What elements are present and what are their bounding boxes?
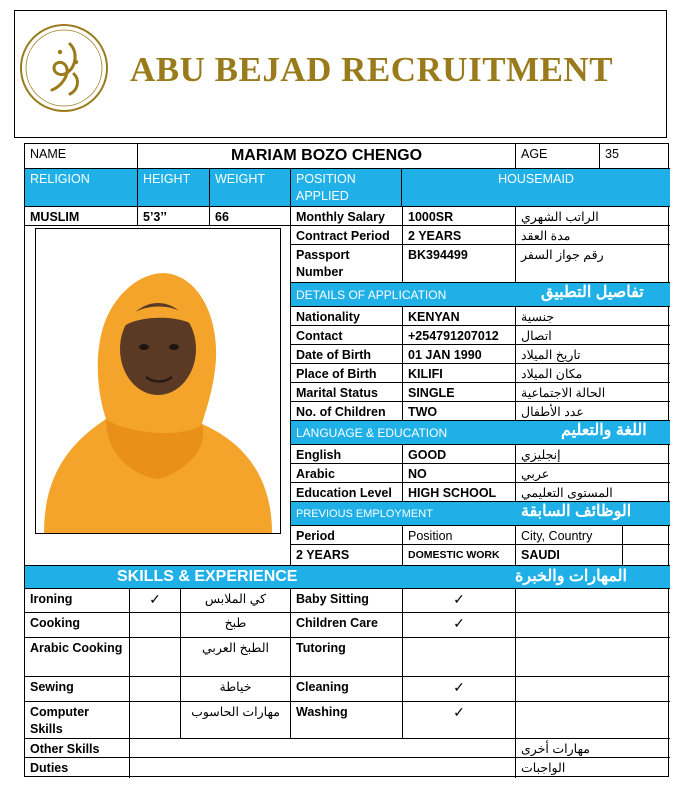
- employment-period-label: Period: [291, 526, 403, 545]
- skill-blank: [516, 589, 670, 613]
- skill-label: Tutoring: [291, 638, 403, 677]
- language-row-ar: إنجليزي: [516, 445, 670, 464]
- skills-header: [25, 566, 670, 589]
- skill-check-icon: [130, 702, 181, 739]
- employment-title-ar: الوظائف السابقة: [521, 503, 632, 520]
- language-row-value: HIGH SCHOOL: [403, 483, 516, 502]
- candidate-portrait-icon: [36, 229, 280, 533]
- weight-value: 66: [210, 207, 291, 226]
- employment-city-value: SAUDI: [516, 545, 623, 566]
- details-row-value: SINGLE: [403, 383, 516, 402]
- skill-label: Washing: [291, 702, 403, 739]
- details-row-value: KILIFI: [403, 364, 516, 383]
- details-row-value: 01 JAN 1990: [403, 345, 516, 364]
- details-row-ar: الحالة الاجتماعية: [516, 383, 670, 402]
- skill-blank: [516, 677, 670, 702]
- candidate-photo: [35, 228, 281, 534]
- other-skills-ar: مهارات أخرى: [516, 739, 670, 758]
- details-row-label: Date of Birth: [291, 345, 403, 364]
- brand-logo: [18, 22, 110, 114]
- language-title: LANGUAGE & EDUCATION: [296, 426, 448, 440]
- contract-label: Passport Number: [291, 245, 403, 283]
- skill-check-icon: ✓: [403, 677, 516, 702]
- language-row-ar: عربي: [516, 464, 670, 483]
- duties-ar: الواجبات: [521, 761, 566, 775]
- skill-check-icon: [130, 613, 181, 638]
- contract-label: Monthly Salary: [291, 207, 403, 226]
- skill-label: Ironing: [25, 589, 130, 613]
- language-row-ar: المستوى التعليمي: [516, 483, 670, 502]
- other-skills-value: [130, 739, 516, 758]
- employment-blank-2: [623, 545, 670, 566]
- language-row-value: NO: [403, 464, 516, 483]
- skill-label: Sewing: [25, 677, 130, 702]
- details-row-label: Place of Birth: [291, 364, 403, 383]
- duties-value: [130, 758, 516, 778]
- height-label: HEIGHT: [138, 169, 210, 207]
- skill-label: Arabic Cooking: [25, 638, 130, 677]
- other-skills-label: Other Skills: [25, 739, 130, 758]
- skill-label: Baby Sitting: [291, 589, 403, 613]
- weight-label: WEIGHT: [210, 169, 291, 207]
- skill-label: Cleaning: [291, 677, 403, 702]
- employment-header: [291, 502, 670, 526]
- height-value: 5’3’’: [138, 207, 210, 226]
- skill-label: Computer Skills: [25, 702, 130, 739]
- position-label: POSITION APPLIED: [291, 169, 402, 207]
- language-title-ar: اللغة والتعليم: [561, 422, 647, 439]
- skill-blank: [516, 638, 670, 677]
- details-row-ar: اتصال: [516, 326, 670, 345]
- details-row-ar: جنسية: [516, 307, 670, 326]
- age-label: AGE: [516, 144, 600, 169]
- employment-period-value: 2 YEARS: [291, 545, 403, 566]
- contract-value: 1000SR: [403, 207, 516, 226]
- details-title: DETAILS OF APPLICATION: [296, 288, 447, 302]
- language-row-label: Arabic: [291, 464, 403, 483]
- agency-name: ABU BEJAD RECRUITMENT: [130, 50, 614, 89]
- language-row-label: Education Level: [291, 483, 403, 502]
- position-value: HOUSEMAID: [402, 169, 670, 207]
- language-row-value: GOOD: [403, 445, 516, 464]
- duties-label: Duties: [25, 758, 130, 778]
- contract-value: BK394499: [403, 245, 516, 283]
- contract-ar: مدة العقد: [516, 226, 670, 245]
- details-row-label: Contact: [291, 326, 403, 345]
- religion-label: RELIGION: [25, 169, 138, 207]
- employment-position-label: Position: [403, 526, 516, 545]
- skill-check-icon: [130, 638, 181, 677]
- details-row-value: KENYAN: [403, 307, 516, 326]
- language-header: [291, 421, 670, 445]
- candidate-name: MARIAM BOZO CHENGO: [138, 144, 516, 169]
- skill-blank: [516, 702, 670, 739]
- skill-ar: كي الملابس: [181, 589, 291, 613]
- skills-title-ar: المهارات والخبرة: [515, 568, 627, 585]
- details-row-label: No. of Children: [291, 402, 403, 421]
- contract-ar: رقم جواز السفر: [516, 245, 670, 283]
- details-row-ar: تاريخ الميلاد: [516, 345, 670, 364]
- details-row-label: Marital Status: [291, 383, 403, 402]
- skill-blank: [516, 613, 670, 638]
- details-row-value: TWO: [403, 402, 516, 421]
- skill-ar: طبخ: [181, 613, 291, 638]
- name-label: NAME: [25, 144, 138, 169]
- skill-check-icon: ✓: [403, 702, 516, 739]
- age-value: 35: [600, 144, 670, 169]
- details-title-ar: تفاصيل التطبيق: [541, 284, 644, 301]
- skill-label: Children Care: [291, 613, 403, 638]
- skill-check-icon: [403, 638, 516, 677]
- skill-ar: مهارات الحاسوب: [181, 702, 291, 739]
- employment-blank: [623, 526, 670, 545]
- language-row-label: English: [291, 445, 403, 464]
- religion-value: MUSLIM: [25, 207, 138, 226]
- skill-label: Cooking: [25, 613, 130, 638]
- employment-city-label: City, Country: [516, 526, 623, 545]
- skills-title: SKILLS & EXPERIENCE: [117, 568, 298, 585]
- skill-check-icon: ✓: [130, 589, 181, 613]
- details-row-label: Nationality: [291, 307, 403, 326]
- contract-label: Contract Period: [291, 226, 403, 245]
- skill-check-icon: [130, 677, 181, 702]
- contract-ar: الراتب الشهري: [516, 207, 670, 226]
- details-row-ar: مكان الميلاد: [516, 364, 670, 383]
- skill-check-icon: ✓: [403, 589, 516, 613]
- details-header: [291, 283, 670, 307]
- logo-emblem-icon: [18, 22, 110, 114]
- skill-ar: الطبخ العربي: [181, 638, 291, 677]
- skill-ar: خياطة: [181, 677, 291, 702]
- skill-check-icon: ✓: [403, 613, 516, 638]
- employment-title: PREVIOUS EMPLOYMENT: [296, 508, 433, 520]
- contract-value: 2 YEARS: [403, 226, 516, 245]
- employment-position-value: DOMESTIC WORK: [403, 545, 516, 566]
- details-row-value: +254791207012: [403, 326, 516, 345]
- details-row-ar: عدد الأطفال: [516, 402, 670, 421]
